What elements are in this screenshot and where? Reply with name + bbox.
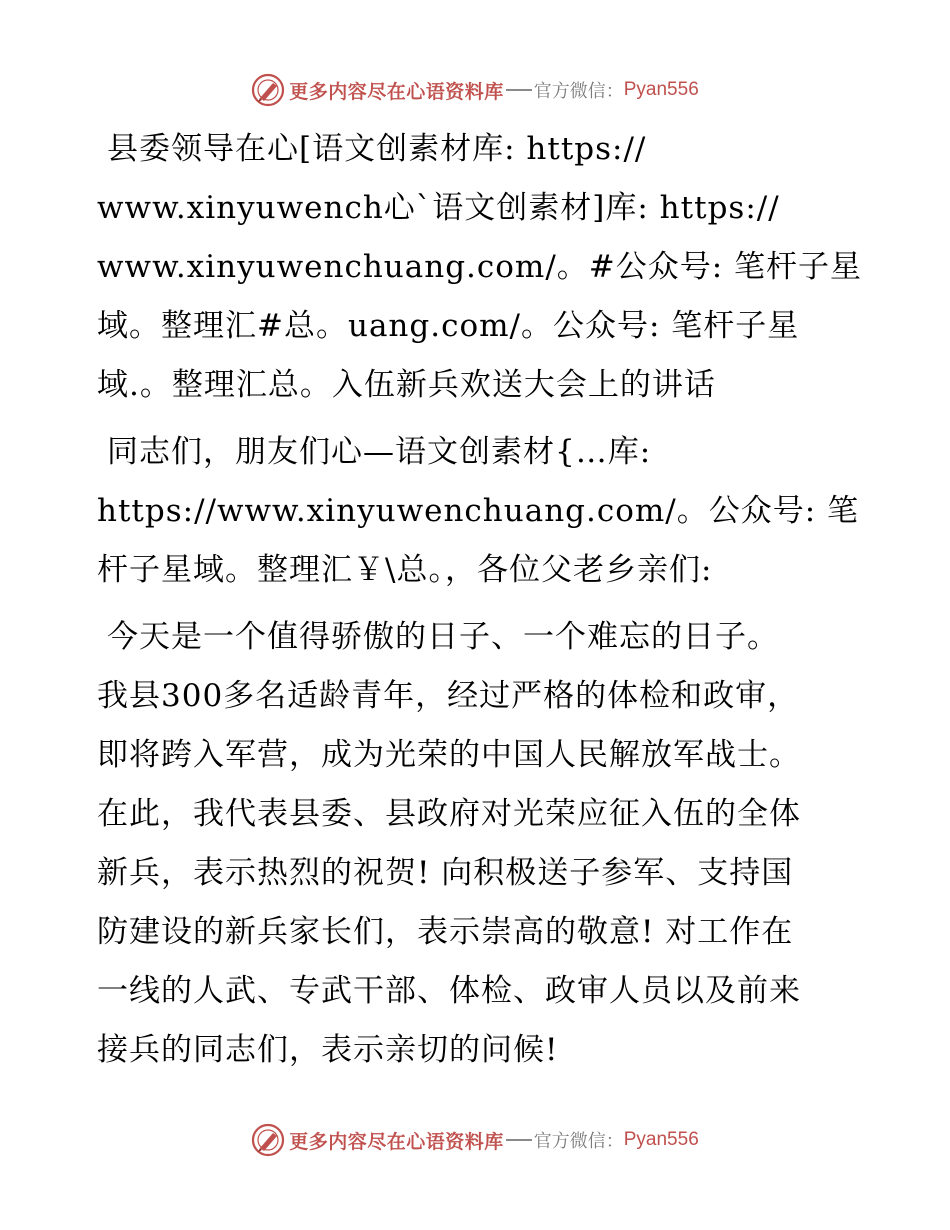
banner-wechat-id: Pyan556	[623, 1129, 699, 1150]
text-line: 防建设的新兵家长们，表示崇高的敬意! 对工作在	[97, 914, 794, 950]
text-line: 我县300多名适龄青年，经过严格的体检和政审，	[97, 678, 800, 714]
text-line: 接兵的同志们，表示亲切的问候!	[97, 1032, 559, 1068]
text-line: 即将跨入军营，成为光荣的中国人民解放军战士。	[97, 737, 801, 773]
banner-title: 更多内容尽在心语资料库	[289, 80, 504, 103]
footer-watermark-banner	[0, 1120, 950, 1160]
text-line: www.xinyuwench心`语文创素材]库: https://	[97, 190, 780, 226]
banner-dash	[506, 1139, 532, 1141]
paragraph-1	[97, 120, 863, 415]
banner-dash	[506, 89, 532, 91]
banner-title: 更多内容尽在心语资料库	[289, 1130, 504, 1153]
paragraph-3	[97, 608, 857, 1080]
text-line: 域.。整理汇总。入伍新兵欢送大会上的讲话	[97, 367, 716, 403]
text-line: https://www.xinyuwenchuang.com/。公众号: 笔	[97, 493, 860, 529]
banner-content	[251, 1123, 699, 1157]
banner-suffix: 官方微信：	[533, 81, 624, 102]
text-line: 同志们，朋友们心—语文创素材{…库:	[107, 434, 652, 470]
pen-logo-icon	[251, 1123, 285, 1157]
banner-wechat-id: Pyan556	[623, 79, 699, 100]
text-line: 一线的人武、专武干部、体检、政审人员以及前来	[97, 973, 801, 1009]
document-body	[97, 120, 863, 1088]
banner-content	[251, 73, 699, 107]
pen-logo-icon	[251, 73, 285, 107]
text-line: www.xinyuwenchuang.com/。#公众号: 笔杆子星	[97, 249, 863, 285]
text-line: 在此，我代表县委、县政府对光荣应征入伍的全体	[97, 796, 801, 832]
text-line: 杆子星域。整理汇￥\总。，各位父老乡亲们:	[97, 552, 713, 588]
text-line: 县委领导在心[语文创素材库: https://	[107, 131, 647, 167]
text-line: 今天是一个值得骄傲的日子、一个难忘的日子。	[107, 619, 779, 655]
text-line: 域。整理汇#总。uang.com/。公众号: 笔杆子星	[97, 308, 800, 344]
text-line: 新兵，表示热烈的祝贺! 向积极送子参军、支持国	[97, 855, 794, 891]
paragraph-2	[97, 423, 860, 600]
header-watermark-banner	[0, 70, 950, 110]
banner-suffix: 官方微信：	[533, 1131, 624, 1152]
